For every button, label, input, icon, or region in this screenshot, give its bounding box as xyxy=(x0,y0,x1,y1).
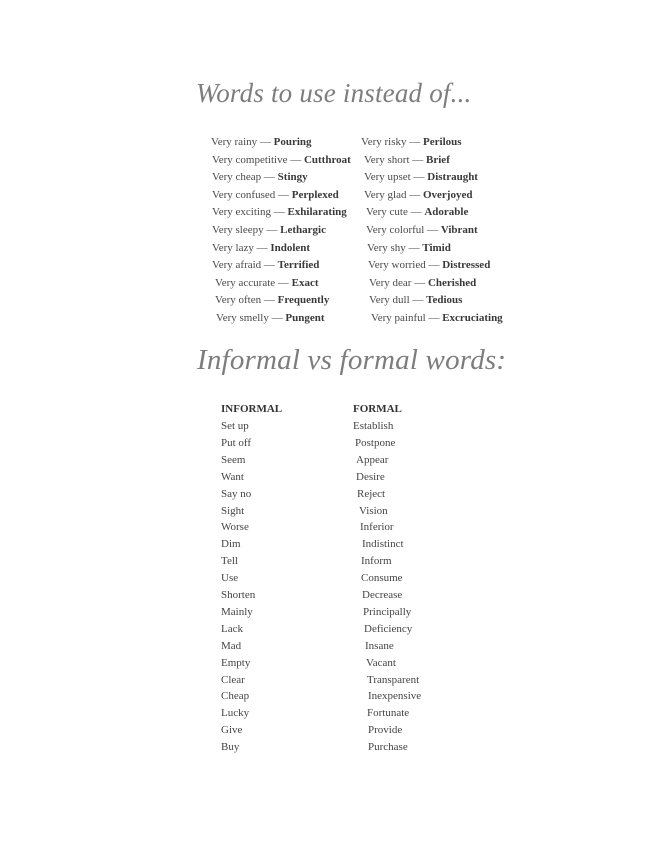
word-pair xyxy=(212,258,319,272)
dash: — xyxy=(261,294,278,307)
informal-word: Dim xyxy=(221,538,241,551)
informal-word: Sight xyxy=(221,504,245,517)
word-pair xyxy=(212,241,310,255)
replacement-word: Exact xyxy=(291,276,319,289)
formal-word: Decrease xyxy=(362,589,403,601)
word-pair xyxy=(367,241,451,255)
replacement-word: Perplexed xyxy=(291,188,339,201)
informal-word: Want xyxy=(221,470,244,483)
phrase: Very competitive xyxy=(212,153,288,166)
dash: — xyxy=(409,294,427,307)
phrase: Very glad xyxy=(364,188,407,201)
dash: — xyxy=(407,206,425,219)
phrase: Very risky xyxy=(361,136,407,148)
dash: — xyxy=(275,276,292,289)
phrase: Very cute xyxy=(366,206,408,219)
formal-word: Principally xyxy=(363,605,412,618)
formal-word: Vacant xyxy=(366,656,396,669)
formal-word: Fortunate xyxy=(367,707,410,720)
word-pair xyxy=(212,153,351,167)
word-pair xyxy=(361,135,462,149)
dash: — xyxy=(406,136,424,148)
formal-word: Transparent xyxy=(367,673,420,686)
phrase: Very dear xyxy=(369,276,412,289)
formal-word: Consume xyxy=(361,572,403,585)
replacement-word: Overjoyed xyxy=(422,188,473,201)
phrase: Very upset xyxy=(364,171,411,184)
formal-word: Purchase xyxy=(368,741,408,754)
dash: — xyxy=(275,188,292,201)
informal-word: Lucky xyxy=(221,707,250,720)
replacement-word: Indolent xyxy=(270,241,311,254)
heading-informal-formal: Informal vs formal words: xyxy=(197,344,507,376)
replacement-word: Adorable xyxy=(424,206,469,219)
formal-header: FORMAL xyxy=(353,403,402,415)
replacement-word: Exhilarating xyxy=(287,206,347,219)
informal-word: Worse xyxy=(221,521,249,534)
dash: — xyxy=(411,276,428,289)
formal-word: Deficiency xyxy=(364,622,413,635)
informal-word: Lack xyxy=(221,622,243,635)
phrase: Very painful xyxy=(371,312,426,324)
informal-word: Give xyxy=(221,724,243,737)
word-pair xyxy=(368,258,490,272)
dash: — xyxy=(287,153,304,166)
word-pair xyxy=(366,223,478,237)
informal-word: Buy xyxy=(221,741,240,754)
dash: — xyxy=(268,312,286,324)
word-pair xyxy=(369,276,476,290)
word-pair xyxy=(215,276,319,290)
informal-word: Cheap xyxy=(221,690,250,703)
dash: — xyxy=(410,171,428,184)
dash: — xyxy=(270,206,288,219)
phrase: Very smelly xyxy=(216,312,269,324)
formal-word: Vision xyxy=(359,504,388,517)
word-pair xyxy=(215,293,329,307)
phrase: Very short xyxy=(364,153,410,166)
dash: — xyxy=(405,241,423,254)
dash: — xyxy=(424,224,441,236)
formal-word: Indistinct xyxy=(362,538,404,551)
formal-word: Inform xyxy=(361,555,392,568)
dash: — xyxy=(425,259,443,272)
phrase: Very confused xyxy=(212,188,276,201)
informal-word: Set up xyxy=(221,420,249,432)
informal-word: Shorten xyxy=(221,589,256,601)
word-pair xyxy=(364,153,450,167)
replacement-word: Frequently xyxy=(277,294,330,307)
replacement-word: Perilous xyxy=(423,136,462,148)
replacement-word: Lethargic xyxy=(280,224,326,236)
informal-header: INFORMAL xyxy=(221,403,283,415)
replacement-word: Distraught xyxy=(427,171,478,184)
replacement-word: Pouring xyxy=(273,136,312,148)
formal-word: Desire xyxy=(356,470,385,483)
phrase: Very sleepy xyxy=(212,224,264,236)
phrase: Very afraid xyxy=(212,259,262,272)
informal-word: Mad xyxy=(221,639,242,652)
phrase: Very dull xyxy=(369,294,410,307)
replacement-word: Cutthroat xyxy=(303,153,351,166)
word-pair xyxy=(364,188,472,202)
phrase: Very cheap xyxy=(212,171,262,184)
word-pair xyxy=(371,311,503,325)
informal-word: Use xyxy=(221,572,239,585)
formal-word: Establish xyxy=(353,420,394,432)
informal-word: Empty xyxy=(221,656,251,669)
formal-word: Inexpensive xyxy=(368,690,422,703)
informal-word: Mainly xyxy=(221,605,253,618)
formal-word: Inferior xyxy=(360,521,394,534)
formal-word: Reject xyxy=(357,487,386,500)
phrase: Very shy xyxy=(367,241,406,254)
phrase: Very rainy xyxy=(211,136,258,148)
dash: — xyxy=(261,171,278,184)
dash: — xyxy=(253,241,271,254)
formal-word: Provide xyxy=(368,724,403,737)
phrase: Very often xyxy=(215,294,262,307)
replacement-word: Terrified xyxy=(277,259,320,272)
word-pair xyxy=(369,293,462,307)
dash: — xyxy=(263,224,281,236)
word-pair xyxy=(212,170,308,184)
replacement-word: Pungent xyxy=(285,312,325,324)
replacement-word: Tedious xyxy=(426,294,463,307)
dash: — xyxy=(409,153,427,166)
dash: — xyxy=(406,188,423,201)
formal-word: Insane xyxy=(365,639,394,652)
informal-word: Seem xyxy=(221,453,246,466)
replacement-word: Vibrant xyxy=(440,224,478,236)
replacement-word: Timid xyxy=(422,241,451,254)
formal-word: Appear xyxy=(356,453,389,466)
word-pair xyxy=(216,311,324,325)
replacement-word: Cherished xyxy=(427,276,477,289)
word-pair xyxy=(366,205,468,219)
formal-word: Postpone xyxy=(355,436,396,449)
replacement-word: Stingy xyxy=(277,171,308,184)
replacement-word: Brief xyxy=(426,153,450,166)
dash: — xyxy=(261,259,278,272)
replacement-word: Distressed xyxy=(442,259,491,272)
phrase: Very worried xyxy=(368,259,426,272)
informal-word: Tell xyxy=(221,555,238,568)
replacement-word: Excruciating xyxy=(442,312,503,324)
word-pair xyxy=(211,135,312,149)
word-pair xyxy=(364,170,478,184)
phrase: Very exciting xyxy=(212,206,271,219)
informal-word: Clear xyxy=(221,673,245,686)
word-pair xyxy=(212,188,339,202)
dash: — xyxy=(257,136,274,148)
heading-words-instead: Words to use instead of... xyxy=(196,78,472,108)
informal-word: Put off xyxy=(221,436,252,449)
phrase: Very lazy xyxy=(212,241,254,254)
phrase: Very colorful xyxy=(366,224,425,236)
informal-word: Say no xyxy=(221,487,252,500)
dash: — xyxy=(425,312,443,324)
phrase: Very accurate xyxy=(215,276,276,289)
word-pair xyxy=(212,205,347,219)
word-pair xyxy=(212,223,326,237)
